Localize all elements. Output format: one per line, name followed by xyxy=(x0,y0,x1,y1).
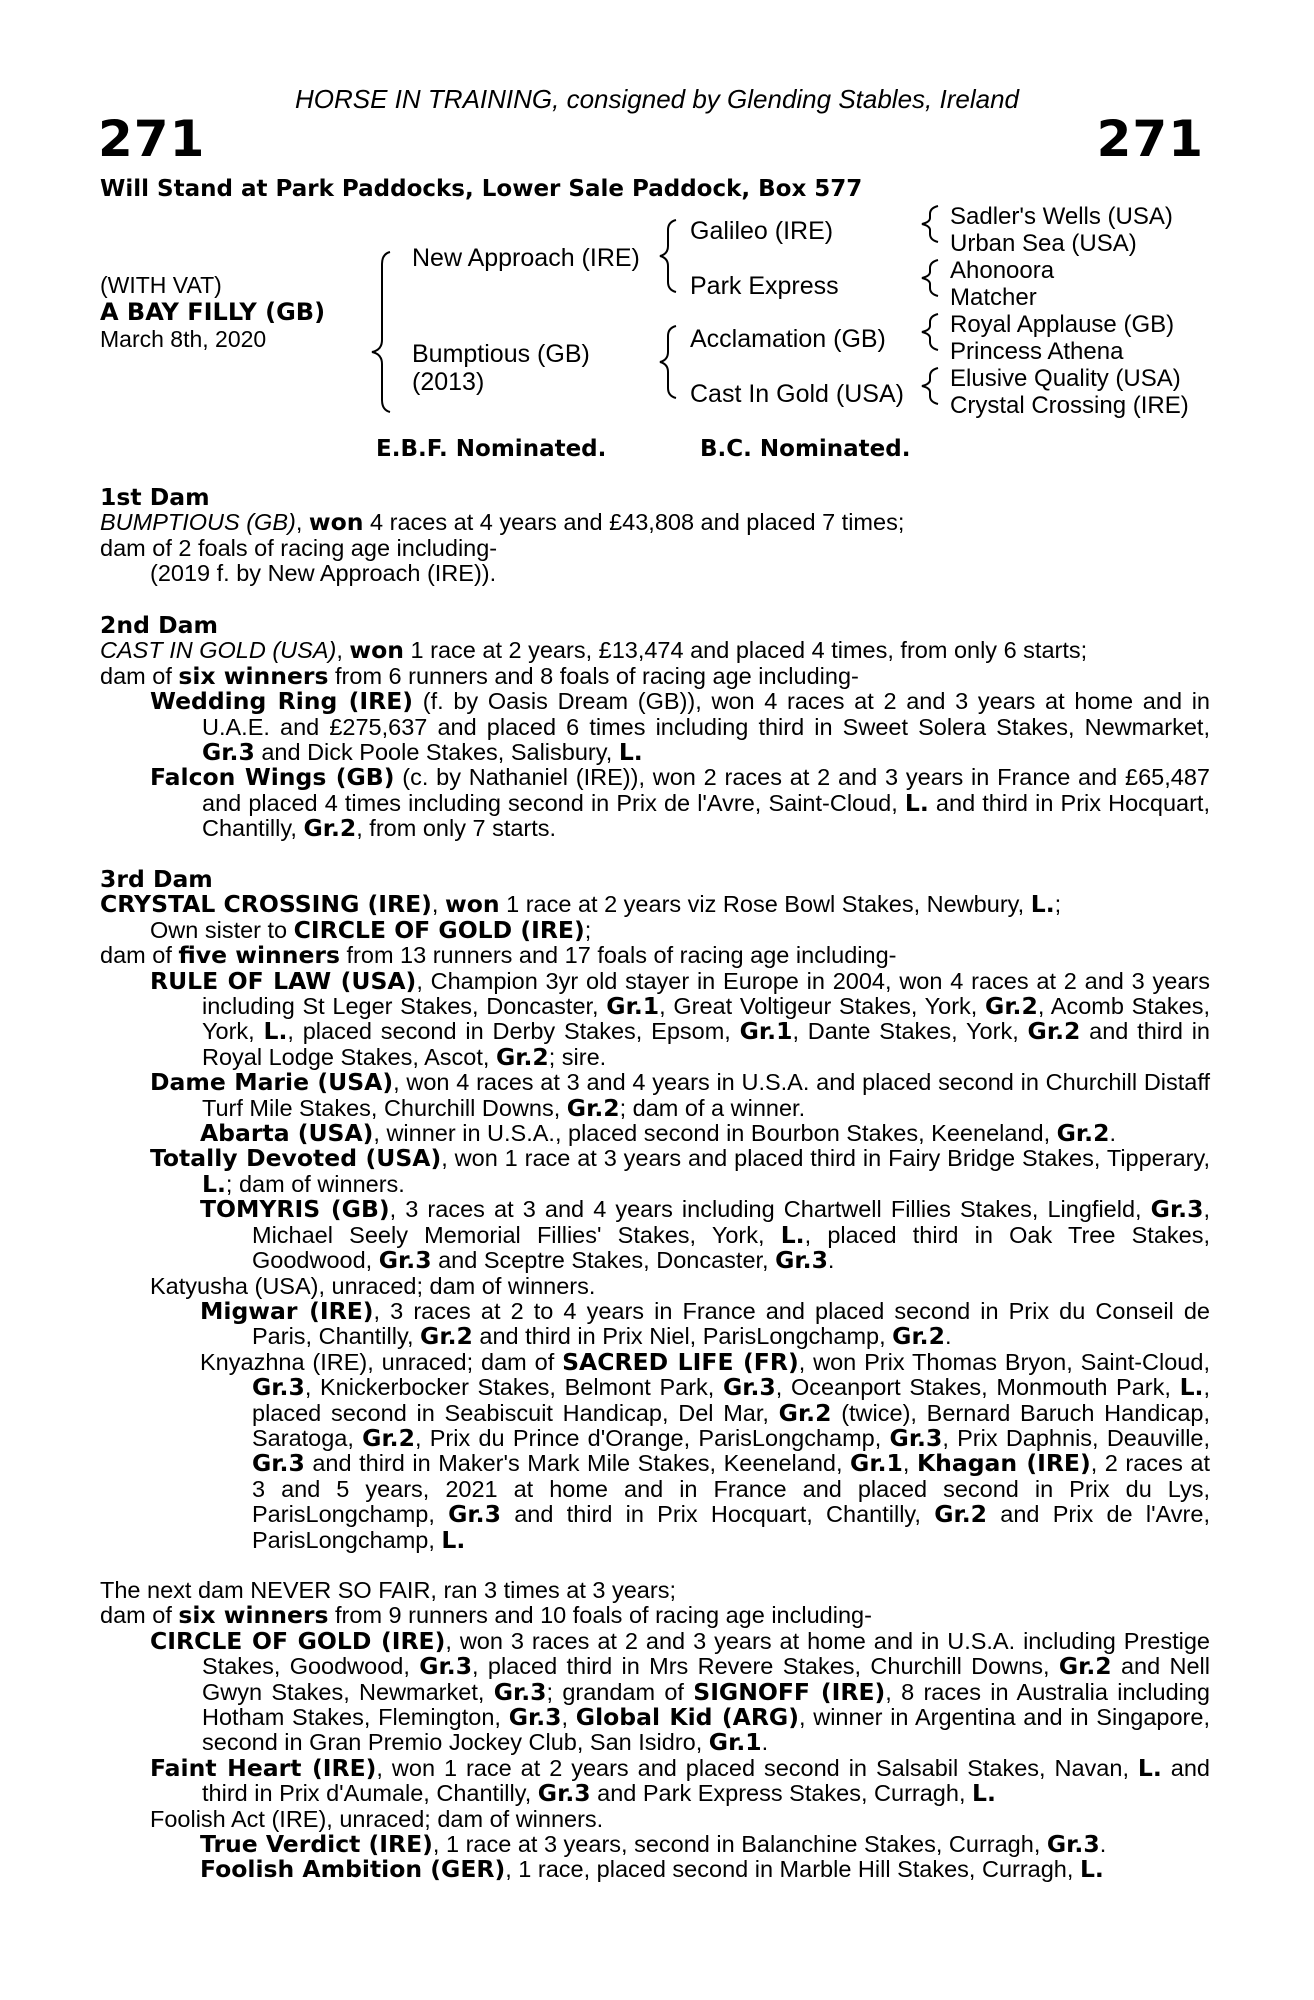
grade: L. xyxy=(618,738,643,767)
grade: Gr.1 xyxy=(606,992,660,1021)
grade: Gr.2 xyxy=(495,1042,549,1071)
text: , winner in U.S.A., placed second in Bourbon Stakes, Keeneland, xyxy=(373,1120,1057,1147)
grade: Gr.1 xyxy=(739,1017,793,1046)
horse-name: Wedding Ring (IRE) xyxy=(150,687,414,716)
horse-name: Global Kid (ARG) xyxy=(575,1703,799,1732)
grade: Gr.1 xyxy=(850,1449,903,1478)
text: , 1 race at 3 years, second in Balanchine Stakes, Curragh, xyxy=(432,1831,1047,1858)
text: . xyxy=(944,1323,952,1350)
text: Knyazhna (IRE), unraced; dam of xyxy=(200,1348,563,1375)
produce-entry xyxy=(200,1197,1210,1273)
produce-entry xyxy=(200,1347,1211,1554)
text: , Prix Daphnis, Deauville, xyxy=(942,1424,1211,1451)
horse-name: SACRED LIFE (FR) xyxy=(562,1347,799,1376)
horse-name: TOMYRIS (GB) xyxy=(200,1195,390,1224)
dam-name: Bumptious (GB) xyxy=(412,340,590,368)
grade: Gr.2 xyxy=(420,1322,473,1351)
text: ; sire. xyxy=(548,1043,607,1070)
text: , 8 races in Australia including Hotham Stakes, Flemington, xyxy=(202,1678,1211,1731)
grade: L. xyxy=(1137,1753,1162,1782)
second-dam-record: CAST IN GOLD (USA), won 1 race at 2 years, £13,474 and placed 4 times, from only 6 starts; xyxy=(100,636,1088,665)
grade: Gr.2 xyxy=(985,992,1038,1021)
text: , Knickerbocker Stakes, Belmont Park, xyxy=(304,1374,723,1401)
winners-count: six winners xyxy=(178,661,329,690)
produce-entry xyxy=(150,966,1210,1071)
next-dam-produce xyxy=(100,1603,1210,1628)
text: , won 3 races at 2 and 3 years at home and in U.S.A. including Prestige Stakes, Goodwood, xyxy=(202,1627,1211,1680)
horse-name: CIRCLE OF GOLD (IRE) xyxy=(293,915,585,944)
horse-name: A BAY FILLY (GB) xyxy=(100,298,326,326)
produce-entry: Foolish Act (IRE), unraced; dam of winners. xyxy=(150,1805,604,1832)
text: , placed second in Seabiscuit Handicap, Del Mar, xyxy=(252,1374,1210,1426)
text: Own sister to xyxy=(150,916,294,943)
text: dam of xyxy=(100,942,179,969)
text: ; xyxy=(584,916,592,943)
text: , Acomb Stakes, York, xyxy=(202,993,1210,1045)
grade: L. xyxy=(263,1017,288,1046)
text: (f. by Oasis Dream (GB)), won 4 races at 2 and 3 years at home and in U.A.E. and £275,637 and placed 6 times including third in Sweet Solera Stakes, Newmarket, xyxy=(202,688,1210,740)
text: and Sceptre Stakes, Doncaster, xyxy=(431,1247,776,1274)
first-dam-section xyxy=(100,485,1210,587)
ancestor-7: Elusive Quality (USA) xyxy=(950,365,1181,392)
lot-number-left: 271 xyxy=(98,110,206,168)
ancestor-4: Matcher xyxy=(950,284,1037,311)
horse-name: Abarta (USA) xyxy=(200,1119,374,1148)
produce-entry xyxy=(150,1146,1210,1197)
ancestor-2: Urban Sea (USA) xyxy=(950,230,1137,257)
section-heading: 1st Dam xyxy=(100,483,210,511)
ancestor-8: Crystal Crossing (IRE) xyxy=(950,392,1189,419)
grade: L. xyxy=(202,1169,226,1198)
text: ; grandam of xyxy=(546,1678,694,1705)
grade: Gr.3 xyxy=(252,1373,305,1402)
third-dam-produce xyxy=(100,943,1210,968)
text: , won 1 race at 3 years and placed third in Fairy Bridge Stakes, Tipperary, xyxy=(441,1145,1211,1172)
ebf-nomination: E.B.F. Nominated. xyxy=(376,436,607,462)
text: , from only 7 starts. xyxy=(356,815,557,842)
sire-name: New Approach (IRE) xyxy=(412,244,640,272)
text: from 9 runners and 10 foals of racing age including- xyxy=(328,1602,872,1629)
horse-name: CIRCLE OF GOLD (IRE) xyxy=(150,1626,446,1655)
horse-name: Foolish Ambition (GER) xyxy=(200,1855,506,1884)
vat-note: (WITH VAT) xyxy=(100,272,222,298)
horse-name: SIGNOFF (IRE) xyxy=(693,1677,886,1706)
produce-entry xyxy=(150,1070,1210,1121)
produce-entry xyxy=(150,689,1210,765)
grade: Gr.3 xyxy=(493,1677,547,1706)
grade: Gr.3 xyxy=(722,1373,776,1402)
text: , placed second in Derby Stakes, Epsom, xyxy=(287,1018,740,1045)
text: , xyxy=(561,1704,576,1731)
text: ; dam of a winner. xyxy=(619,1094,806,1121)
grade: Gr.3 xyxy=(508,1703,562,1732)
grade: Gr.2 xyxy=(1056,1119,1110,1148)
text: , Dante Stakes, York, xyxy=(792,1018,1028,1045)
text: . xyxy=(1099,1831,1107,1858)
grade: Gr.3 xyxy=(252,1449,305,1478)
text: and Nell Gwyn Stakes, Newmarket, xyxy=(202,1653,1211,1705)
text: , 3 races at 2 to 4 years in France and placed second in Prix du Conseil de Paris, Chantilly, xyxy=(252,1297,1211,1350)
horse-name: Dame Marie (USA) xyxy=(150,1068,394,1097)
dam-name: CAST IN GOLD (USA) xyxy=(100,637,337,664)
sire-sire: Galileo (IRE) xyxy=(690,217,834,245)
second-dam-section xyxy=(100,613,1210,842)
dam-dam: Cast In Gold (USA) xyxy=(690,380,904,408)
grade: Gr.2 xyxy=(566,1093,620,1122)
dam-name: BUMPTIOUS (GB) xyxy=(100,509,296,536)
horse-name: Khagan (IRE) xyxy=(916,1449,1091,1478)
produce-entry xyxy=(200,1296,1211,1351)
produce-entry xyxy=(200,1832,1210,1857)
grade: L. xyxy=(1179,1373,1204,1402)
third-dam-section xyxy=(100,867,1210,1553)
produce-entry xyxy=(150,1626,1211,1757)
grade: L. xyxy=(904,788,929,817)
produce-entry: (2019 f. by New Approach (IRE)). xyxy=(150,560,497,587)
text: , won 1 race at 2 years and placed second in Salsabil Stakes, Navan, xyxy=(376,1754,1138,1781)
text: (twice), Bernard Baruch Handicap, Saratoga, xyxy=(252,1399,1210,1451)
text: dam of xyxy=(100,662,179,689)
dam-name: CRYSTAL CROSSING (IRE) xyxy=(100,890,432,919)
text: and third in Prix Hocquart, Chantilly, xyxy=(500,1501,935,1528)
sister-note xyxy=(150,915,1210,944)
winners-count: five winners xyxy=(178,941,340,970)
catalogue-header: HORSE IN TRAINING, consigned by Glending Stables, Ireland xyxy=(295,84,1019,114)
grade: L. xyxy=(972,1779,996,1808)
record-text: 1 race at 2 years, £13,474 and placed 4 times, from only 6 starts; xyxy=(404,637,1088,664)
text: dam of xyxy=(100,1602,179,1629)
first-dam-produce: dam of 2 foals of racing age including- xyxy=(100,534,498,561)
horse-name: True Verdict (IRE) xyxy=(200,1830,433,1859)
grade: Gr.2 xyxy=(362,1423,415,1452)
horse-dob: March 8th, 2020 xyxy=(100,326,267,352)
text: , xyxy=(902,1450,917,1477)
dam-year: (2013) xyxy=(412,368,485,396)
text: (c. by Nathaniel (IRE)), won 2 races at 2 and 3 years in France and £65,487 and placed 4 times including second in Prix de l'Avre, Saint-Cloud, xyxy=(202,764,1210,816)
won-label: won xyxy=(308,508,364,537)
text: , Great Voltigeur Stakes, York, xyxy=(659,993,986,1020)
text: and third in Royal Lodge Stakes, Ascot, xyxy=(202,1018,1210,1070)
grade: Gr.2 xyxy=(778,1398,832,1427)
grade: Gr.2 xyxy=(303,814,357,843)
produce-entry xyxy=(200,1121,1210,1146)
text: , placed third in Oak Tree Stakes, Goodwood, xyxy=(252,1221,1211,1274)
grade: Gr.1 xyxy=(708,1728,762,1757)
horse-name: Totally Devoted (USA) xyxy=(150,1144,442,1173)
text: , winner in Argentina and in Singapore, second in Gran Premio Jockey Club, San Isidro, xyxy=(202,1704,1210,1756)
text: 1 race at 2 years viz Rose Bowl Stakes, Newbury, xyxy=(499,891,1031,918)
text: . xyxy=(1109,1120,1116,1147)
text: , Champion 3yr old stayer in Europe in 2004, won 4 races at 2 and 3 years including St Leger Stakes, Doncaster, xyxy=(202,967,1210,1020)
ancestor-1: Sadler's Wells (USA) xyxy=(950,203,1173,230)
grade: Gr.3 xyxy=(889,1423,943,1452)
text: and third in Maker's Mark Mile Stakes, Keeneland, xyxy=(304,1450,851,1477)
grade: L. xyxy=(1030,890,1055,919)
text: and third in Prix Niel, ParisLongchamp, xyxy=(472,1323,893,1350)
text: , 2 races at 3 and 5 years, 2021 at home and in France and placed second in Prix du Lys, ParisLongchamp, xyxy=(252,1450,1211,1528)
grade: L. xyxy=(1079,1855,1104,1884)
text: and Dick Poole Stakes, Salisbury, xyxy=(254,739,619,766)
dam-sire: Acclamation (GB) xyxy=(690,325,886,353)
text: , placed third in Mrs Revere Stakes, Churchill Downs, xyxy=(472,1653,1059,1680)
grade: Gr.3 xyxy=(448,1500,501,1529)
text: , won Prix Thomas Bryon, Saint-Cloud, xyxy=(798,1348,1210,1375)
first-dam-record: BUMPTIOUS (GB), won 4 races at 4 years and £43,808 and placed 7 times; xyxy=(100,508,905,537)
text: , 3 races at 3 and 4 years including Chartwell Fillies Stakes, Lingfield, xyxy=(389,1196,1151,1223)
text: , 1 race, placed second in Marble Hill Stakes, Curragh, xyxy=(505,1856,1080,1883)
bc-nomination: B.C. Nominated. xyxy=(700,436,911,462)
text: ; xyxy=(1054,891,1062,918)
grade: Gr.3 xyxy=(378,1246,432,1275)
grade: Gr.2 xyxy=(934,1500,988,1529)
text: , Oceanport Stakes, Monmouth Park, xyxy=(775,1374,1180,1401)
grade: Gr.2 xyxy=(1027,1017,1081,1046)
horse-name: RULE OF LAW (USA) xyxy=(150,966,417,995)
text: and third in Prix d'Aumale, Chantilly, xyxy=(202,1754,1210,1807)
won-label: won xyxy=(444,890,500,919)
lot-number-right: 271 xyxy=(1096,110,1204,168)
record-text: 4 races at 4 years and £43,808 and placed 7 times; xyxy=(363,509,905,536)
text: from 6 runners and 8 foals of racing age including- xyxy=(328,662,859,689)
text: and Prix de l'Avre, ParisLongchamp, xyxy=(252,1501,1210,1553)
grade: L. xyxy=(441,1525,466,1554)
next-dam-record: The next dam NEVER SO FAIR, ran 3 times at 3 years; xyxy=(100,1577,676,1603)
text: . xyxy=(827,1247,835,1274)
text: , won 4 races at 3 and 4 years in U.S.A. and placed second in Churchill Distaff Turf Mile Stakes, Churchill Downs, xyxy=(202,1069,1211,1121)
horse-name: Migwar (IRE) xyxy=(200,1296,374,1325)
text: and Park Express Stakes, Curragh, xyxy=(590,1780,973,1807)
text: and third in Prix Hocquart, Chantilly, xyxy=(202,789,1210,842)
grade: Gr.3 xyxy=(419,1652,473,1681)
grade: Gr.3 xyxy=(1046,1830,1100,1859)
sire-dam: Park Express xyxy=(690,272,839,300)
grade: Gr.2 xyxy=(892,1322,945,1351)
produce-entry xyxy=(150,1753,1210,1808)
grade: L. xyxy=(780,1220,805,1249)
winners-count: six winners xyxy=(178,1601,329,1630)
produce-entry xyxy=(150,765,1210,841)
grade: Gr.3 xyxy=(775,1246,828,1275)
text: ; dam of winners. xyxy=(225,1170,405,1197)
section-heading: 3rd Dam xyxy=(100,865,213,893)
produce-entry xyxy=(200,1857,1210,1882)
ancestor-6: Princess Athena xyxy=(950,338,1124,365)
next-dam-section xyxy=(100,1578,1210,1883)
text: . xyxy=(761,1729,769,1756)
grade: Gr.3 xyxy=(1150,1195,1204,1224)
text: , Prix du Prince d'Orange, ParisLongchamp, xyxy=(414,1424,890,1451)
grade: Gr.3 xyxy=(202,738,255,767)
second-dam-produce xyxy=(100,661,1210,690)
text: , Michael Seely Memorial Fillies' Stakes, York, xyxy=(252,1196,1210,1248)
horse-name: Faint Heart (IRE) xyxy=(150,1753,377,1782)
ancestor-3: Ahonoora xyxy=(950,257,1055,284)
grade: Gr.2 xyxy=(1058,1652,1112,1681)
grade: Gr.3 xyxy=(537,1779,591,1808)
text: from 13 runners and 17 foals of racing age including- xyxy=(339,942,897,969)
third-dam-record: CRYSTAL CROSSING (IRE), won 1 race at 2 years viz Rose Bowl Stakes, Newbury, L.; xyxy=(100,890,1062,919)
ancestor-5: Royal Applause (GB) xyxy=(950,311,1175,338)
won-label: won xyxy=(349,636,404,665)
section-heading: 2nd Dam xyxy=(100,611,218,639)
produce-entry: Katyusha (USA), unraced; dam of winners. xyxy=(150,1272,596,1299)
stand-location: Will Stand at Park Paddocks, Lower Sale Paddock, Box 577 xyxy=(100,176,863,202)
horse-name: Falcon Wings (GB) xyxy=(150,763,395,792)
